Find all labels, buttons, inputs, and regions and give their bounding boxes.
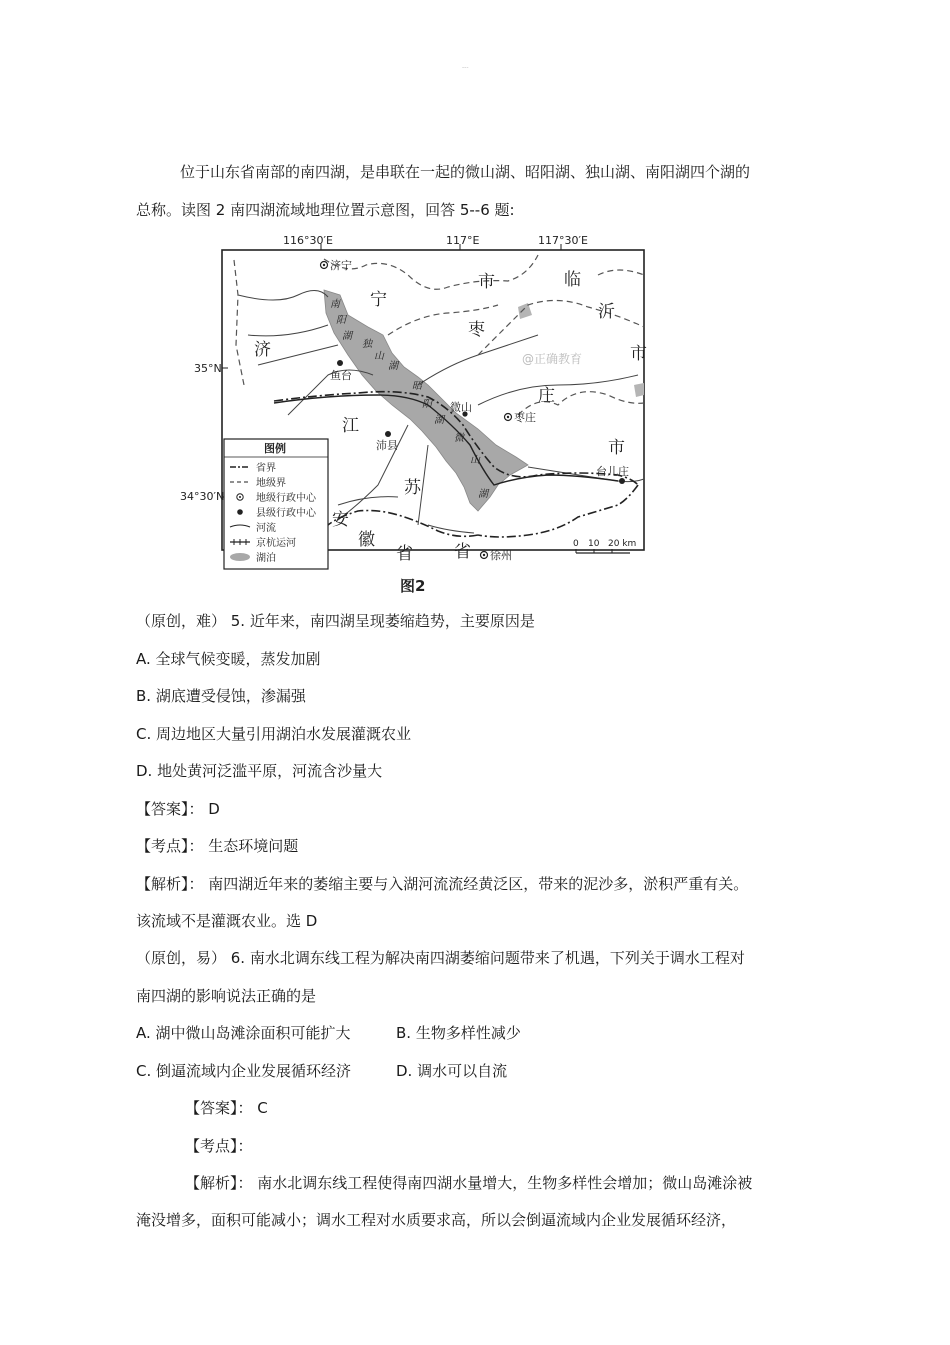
lake-label: 湖 [478, 489, 488, 500]
lake-label: 山 [374, 351, 384, 362]
q6-answer: 【答案】： C [185, 1099, 268, 1117]
region-label: 江 [342, 416, 359, 436]
lon-label: 116°30′E [283, 235, 333, 247]
legend-item: 河流 [256, 523, 276, 534]
q5-stem: （原创，难） 5. 近年来，南四湖呈现萎缩趋势，主要原因是 [136, 612, 535, 630]
region-label: 市 [630, 344, 647, 364]
lake-label: 南 [330, 299, 340, 310]
q5-option-d: D. 地处黄河泛滥平原，河流含沙量大 [136, 762, 383, 780]
q5-option-a: A. 全球气候变暖，蒸发加剧 [136, 650, 321, 668]
q6-point: 【考点】： [185, 1137, 253, 1155]
lon-label: 117°E [446, 235, 480, 247]
svg-text:10: 10 [588, 539, 600, 549]
region-label: 省 [396, 544, 413, 564]
intro-line-2: 总称。读图 2 南四湖流域地理位置示意图，回答 5--6 题: [136, 201, 515, 219]
q6-option-b: B. 生物多样性减少 [396, 1024, 521, 1042]
lon-labels [283, 235, 588, 250]
region-label: 枣 [468, 320, 485, 340]
city-label: 微山 [450, 401, 472, 414]
legend-item: 省界 [256, 463, 276, 474]
city-label: 济宁 [330, 259, 352, 272]
lake-label: 湖 [342, 331, 352, 342]
region-label: 庄 [538, 386, 555, 406]
city-label: 徐州 [490, 549, 512, 562]
map-legend [224, 439, 328, 569]
region-label: 苏 [404, 478, 421, 498]
lake-label: 独 [362, 339, 372, 350]
city-label: 台儿庄 [596, 465, 629, 478]
q6-option-a: A. 湖中微山岛滩涂面积可能扩大 [136, 1024, 351, 1042]
lake-label: 阳 [336, 315, 346, 326]
watermark: @正确教育 [522, 352, 583, 366]
region-label: 徽 [358, 530, 375, 550]
region-label: 省 [454, 542, 471, 562]
q5-analysis-2: 该流域不是灌溉农业。选 D [136, 912, 318, 930]
region-label: 安 [332, 510, 349, 530]
lake-label: 微 [454, 433, 464, 444]
region-label: 济 [254, 340, 271, 360]
legend-item: 县级行政中心 [256, 508, 316, 519]
lake-label: 山 [470, 455, 480, 466]
region-label: 市 [608, 438, 625, 458]
q5-answer: 【答案】： D [136, 800, 220, 818]
lat-labels [180, 362, 228, 503]
lake-label: 昭 [412, 381, 422, 392]
lat-label: 35°N [194, 362, 222, 375]
city-label: 枣庄 [514, 411, 536, 424]
svg-text:0: 0 [573, 539, 579, 549]
q6-stem-1: （原创，易） 6. 南水北调东线工程为解决南四湖萎缩问题带来了机遇，下列关于调水工程对 [136, 949, 745, 967]
lon-label: 117°30′E [538, 235, 588, 247]
legend-item: 湖泊 [256, 553, 276, 564]
q5-point: 【考点】： 生态环境问题 [136, 837, 299, 855]
q6-stem-2: 南四湖的影响说法正确的是 [136, 987, 317, 1005]
lake-label: 湖 [388, 361, 398, 372]
region-label: 市 [478, 272, 495, 292]
region-label: 宁 [370, 290, 387, 310]
intro-line-1: 位于山东省南部的南四湖，是串联在一起的微山湖、昭阳湖、独山湖、南阳湖四个湖的 [180, 163, 751, 181]
lat-label: 34°30′N [180, 490, 225, 503]
legend-title: 图例 [264, 442, 286, 455]
q6-option-c: C. 倒逼流域内企业发展循环经济 [136, 1062, 352, 1080]
map-caption: 图2 [400, 577, 426, 595]
q6-analysis-1: 【解析】： 南水北调东线工程使得南四湖水量增大，生物多样性会增加；微山岛滩涂被 [185, 1174, 753, 1192]
q6-option-d: D. 调水可以自流 [396, 1062, 508, 1080]
q5-option-b: B. 湖底遭受侵蚀，渗漏强 [136, 687, 306, 705]
city-label: 沛县 [376, 439, 398, 452]
svg-text:20 km: 20 km [608, 539, 637, 549]
header-mark: --- [462, 64, 469, 71]
region-label: 沂 [598, 302, 615, 322]
q5-analysis-1: 【解析】： 南四湖近年来的萎缩主要与入湖河流流经黄泛区，带来的泥沙多，淤积严重有关。 [136, 875, 749, 893]
lake-label: 湖 [434, 415, 444, 426]
q6-analysis-2: 淹没增多，面积可能减小；调水工程对水质要求高，所以会倒逼流域内企业发展循环经济， [136, 1211, 737, 1229]
q5-option-c: C. 周边地区大量引用湖泊水发展灌溉农业 [136, 725, 412, 743]
lake-label: 阳 [422, 399, 432, 410]
legend-item: 京杭运河 [256, 538, 296, 549]
region-label: 临 [564, 270, 581, 290]
city-label: 鱼台 [330, 369, 352, 382]
legend-item: 地级界 [256, 478, 286, 489]
nansi-lake-map [178, 235, 658, 595]
legend-item: 地级行政中心 [256, 493, 316, 504]
